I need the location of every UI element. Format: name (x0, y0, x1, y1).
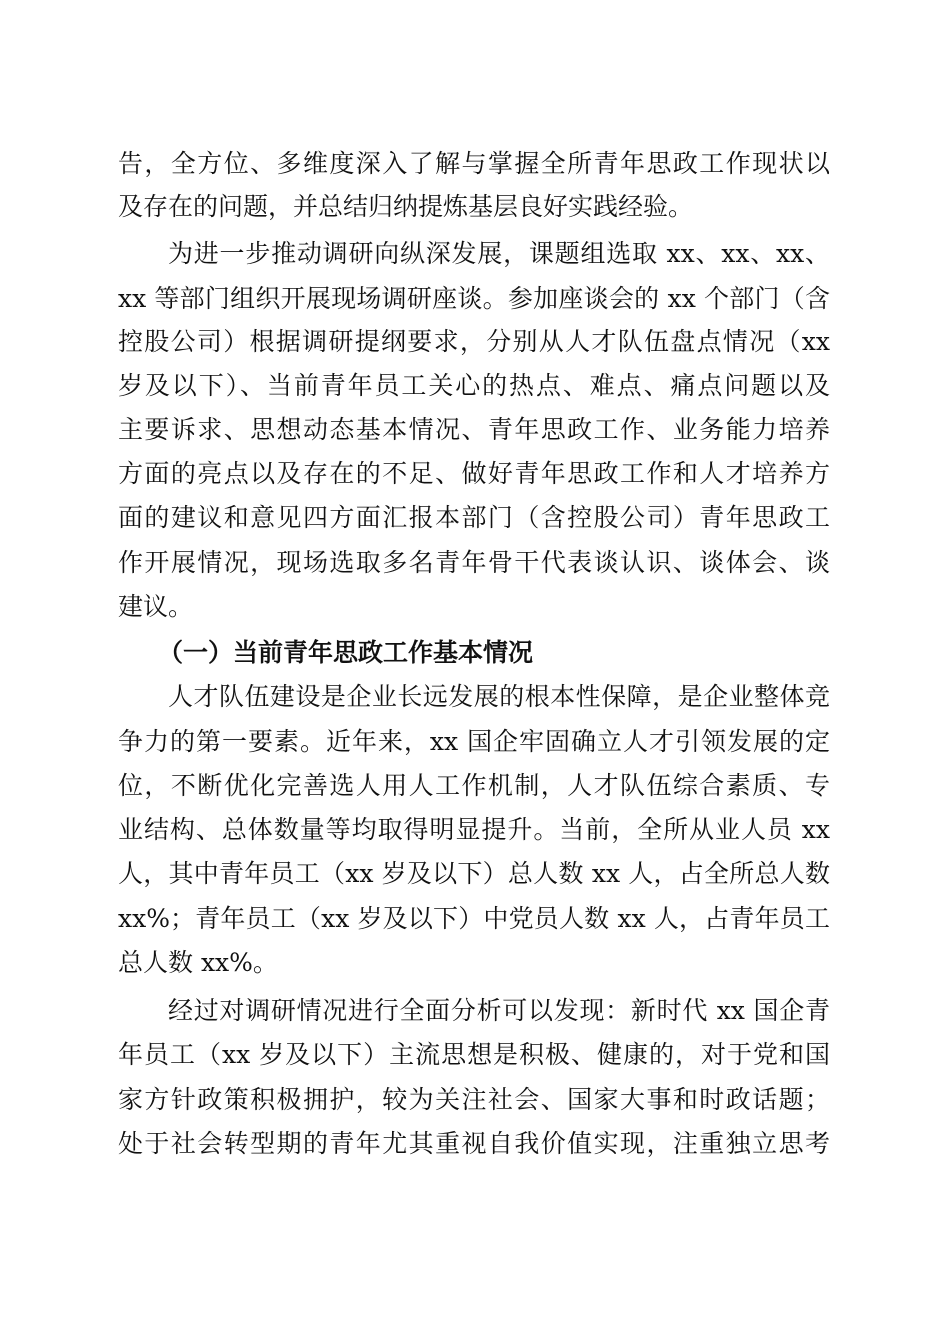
paragraph-4-line-1: 经过对调研情况进行全面分析可以发现：新时代 xx 国企青 (168, 996, 830, 1025)
paragraph-4-line-4: 处于社会转型期的青年尤其重视自我价值实现，注重独立思考 (118, 1129, 830, 1158)
paragraph-3-line-4: 业结构、总体数量等均取得明显提升。当前，全所从业人员 xx (118, 815, 830, 844)
paragraph-1-line-1: 告，全方位、多维度深入了解与掌握全所青年思政工作现状以 (118, 149, 830, 178)
paragraph-2-line-2: xx 等部门组织开展现场调研座谈。参加座谈会的 xx 个部门（含 (118, 284, 830, 313)
paragraph-2-line-8: 作开展情况，现场选取多名青年骨干代表谈认识、谈体会、谈 (118, 548, 830, 577)
paragraph-2-line-3: 控股公司）根据调研提纲要求，分别从人才队伍盘点情况（xx (118, 327, 830, 356)
paragraph-3-line-1: 人才队伍建设是企业长远发展的根本性保障，是企业整体竞 (168, 682, 830, 711)
paragraph-3-line-2: 争力的第一要素。近年来，xx 国企牢固确立人才引领发展的定 (118, 727, 830, 756)
paragraph-2-line-1: 为进一步推动调研向纵深发展，课题组选取 xx、xx、xx、 (168, 239, 830, 268)
paragraph-3-line-7: 总人数 xx%。 (118, 948, 278, 977)
paragraph-2-line-9: 建议。 (118, 592, 194, 621)
paragraph-3-line-5: 人，其中青年员工（xx 岁及以下）总人数 xx 人，占全所总人数 (118, 859, 830, 888)
paragraph-2-line-7: 面的建议和意见四方面汇报本部门（含控股公司）青年思政工 (118, 503, 830, 532)
paragraph-2-line-4: 岁及以下）、当前青年员工关心的热点、难点、痛点问题以及 (118, 371, 830, 400)
paragraph-2-line-6: 方面的亮点以及存在的不足、做好青年思政工作和人才培养方 (118, 459, 830, 488)
paragraph-1-line-2: 及存在的问题，并总结归纳提炼基层良好实践经验。 (118, 192, 694, 221)
paragraph-4-line-3: 家方针政策积极拥护，较为关注社会、国家大事和时政话题； (118, 1085, 830, 1114)
paragraph-3-line-6: xx%；青年员工（xx 岁及以下）中党员人数 xx 人，占青年员工 (118, 904, 830, 933)
paragraph-4-line-2: 年员工（xx 岁及以下）主流思想是积极、健康的，对于党和国 (118, 1040, 830, 1069)
paragraph-2-line-5: 主要诉求、思想动态基本情况、青年思政工作、业务能力培养 (118, 415, 830, 444)
paragraph-3-line-3: 位，不断优化完善选人用人工作机制，人才队伍综合素质、专 (118, 771, 830, 800)
section-heading: （一）当前青年思政工作基本情况 (158, 638, 534, 667)
